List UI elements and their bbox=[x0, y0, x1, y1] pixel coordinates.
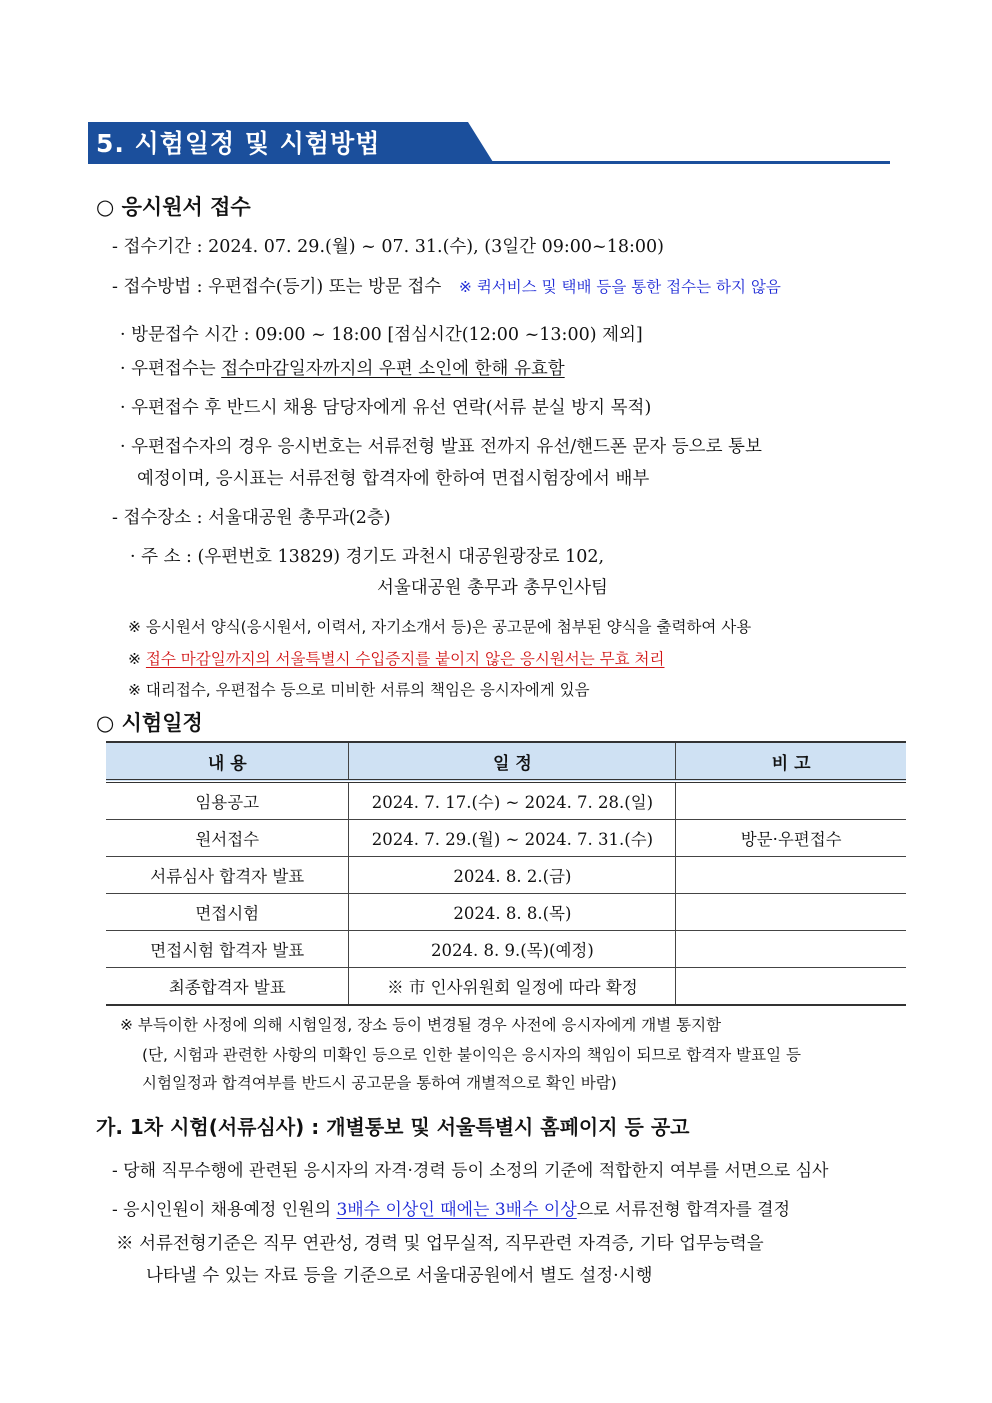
row-date: ※ 市 인사위원회 일정에 따라 확정 bbox=[349, 968, 676, 1006]
row-note bbox=[676, 931, 906, 968]
reception-heading: ○ 응시원서 접수 bbox=[96, 195, 251, 219]
postal-notice-1: · 우편접수자의 경우 응시번호는 서류전형 발표 전까지 유선/핸드폰 문자 등으로 통보 bbox=[120, 437, 762, 457]
first-exam-line-2 bbox=[112, 1195, 790, 1220]
row-note: 방문·우편접수 bbox=[676, 820, 906, 857]
row-date: 2024. 8. 2.(금) bbox=[349, 857, 676, 894]
first-exam-line-2-post: 으로 서류전형 합격자를 결정 bbox=[576, 1200, 791, 1220]
note-stamp bbox=[128, 647, 664, 669]
row-date: 2024. 7. 17.(수) ~ 2024. 7. 28.(일) bbox=[349, 781, 676, 820]
row-date: 2024. 8. 8.(목) bbox=[349, 894, 676, 931]
schedule-note-2: (단, 시험과 관련한 사항의 미확인 등으로 인한 불이익은 응시자의 책임이 되므로 합격자 발표일 등 bbox=[142, 1046, 801, 1064]
note-stamp-mark: ※ bbox=[128, 650, 146, 668]
schedule-note-3: 시험일정과 합격여부를 반드시 공고문을 통하여 개별적으로 확인 바람) bbox=[142, 1074, 617, 1092]
schedule-heading: ○ 시험일정 bbox=[96, 711, 203, 735]
section-title: 5. 시험일정 및 시험방법 bbox=[96, 129, 381, 158]
row-note bbox=[676, 968, 906, 1006]
schedule-note-1: ※ 부득이한 사정에 의해 시험일정, 장소 등이 변경될 경우 사전에 응시자에게 개별 통지함 bbox=[120, 1016, 722, 1034]
reception-method-text: - 접수방법 : 우편접수(등기) 또는 방문 접수 bbox=[112, 277, 442, 297]
postal-valid-underlined: 접수마감일자까지의 우편 소인에 한해 유효함 bbox=[221, 359, 565, 379]
schedule-header-row bbox=[106, 742, 906, 781]
section-underline bbox=[88, 161, 890, 164]
reception-method-note: ※ 퀵서비스 및 택배 등을 통한 접수는 하지 않음 bbox=[458, 278, 781, 296]
first-exam-line-2-pre: - 응시인원이 채용예정 인원의 bbox=[112, 1200, 337, 1220]
table-row bbox=[106, 781, 906, 820]
row-date: 2024. 7. 29.(월) ~ 2024. 7. 31.(수) bbox=[349, 820, 676, 857]
row-note bbox=[676, 894, 906, 931]
row-content: 원서접수 bbox=[106, 820, 349, 857]
first-exam-line-1: - 당해 직무수행에 관련된 응시자의 자격·경력 등이 소정의 기준에 적합한지 여부를 서면으로 심사 bbox=[112, 1161, 829, 1181]
row-content: 임용공고 bbox=[106, 781, 349, 820]
address-2: 서울대공원 총무과 총무인사팀 bbox=[377, 578, 608, 598]
row-date: 2024. 8. 9.(목)(예정) bbox=[349, 931, 676, 968]
first-exam-note-2: 나타낼 수 있는 자료 등을 기준으로 서울대공원에서 별도 설정·시행 bbox=[146, 1266, 653, 1286]
first-exam-heading: 가. 1차 시험(서류심사) : 개별통보 및 서울특별시 홈페이지 등 공고 bbox=[96, 1115, 690, 1139]
postal-contact: · 우편접수 후 반드시 채용 담당자에게 유선 연락(서류 분실 방지 목적) bbox=[120, 398, 652, 418]
postal-valid-pre: · 우편접수는 bbox=[120, 359, 222, 379]
reception-method bbox=[112, 273, 781, 298]
table-row bbox=[106, 820, 906, 857]
row-content: 면접시험 bbox=[106, 894, 349, 931]
visit-time: · 방문접수 시간 : 09:00 ~ 18:00 [점심시간(12:00 ~13:00) 제외] bbox=[120, 325, 643, 345]
col-header-content: 내 용 bbox=[106, 742, 349, 781]
table-row bbox=[106, 894, 906, 931]
row-content: 면접시험 합격자 발표 bbox=[106, 931, 349, 968]
table-row bbox=[106, 931, 906, 968]
col-header-date: 일 정 bbox=[349, 742, 676, 781]
postal-notice-2: 예정이며, 응시표는 서류전형 합격자에 한하여 면접시험장에서 배부 bbox=[137, 469, 650, 489]
col-header-note: 비 고 bbox=[676, 742, 906, 781]
table-row bbox=[106, 968, 906, 1006]
first-exam-note-1: ※ 서류전형기준은 직무 연관성, 경력 및 업무실적, 직무관련 자격증, 기타 업무능력을 bbox=[116, 1234, 764, 1254]
note-liability: ※ 대리접수, 우편접수 등으로 미비한 서류의 책임은 응시자에게 있음 bbox=[128, 681, 590, 699]
postal-valid bbox=[120, 355, 565, 380]
reception-place: - 접수장소 : 서울대공원 총무과(2층) bbox=[112, 508, 391, 528]
reception-period: - 접수기간 : 2024. 07. 29.(월) ~ 07. 31.(수), (3일간 09:00~18:00) bbox=[112, 237, 664, 257]
row-content: 서류심사 합격자 발표 bbox=[106, 857, 349, 894]
note-form: ※ 응시원서 양식(응시원서, 이력서, 자기소개서 등)은 공고문에 첨부된 양식을 출력하여 사용 bbox=[128, 618, 752, 636]
row-note bbox=[676, 857, 906, 894]
table-row bbox=[106, 857, 906, 894]
row-note bbox=[676, 781, 906, 820]
address-1: · 주 소 : (우편번호 13829) 경기도 과천시 대공원광장로 102, bbox=[130, 547, 605, 567]
schedule-table bbox=[106, 741, 906, 1006]
first-exam-line-2-highlight: 3배수 이상인 때에는 3배수 이상 bbox=[336, 1200, 577, 1220]
note-stamp-text: 접수 마감일까지의 서울특별시 수입증지를 붙이지 않은 응시원서는 무효 처리 bbox=[145, 650, 665, 668]
row-content: 최종합격자 발표 bbox=[106, 968, 349, 1006]
